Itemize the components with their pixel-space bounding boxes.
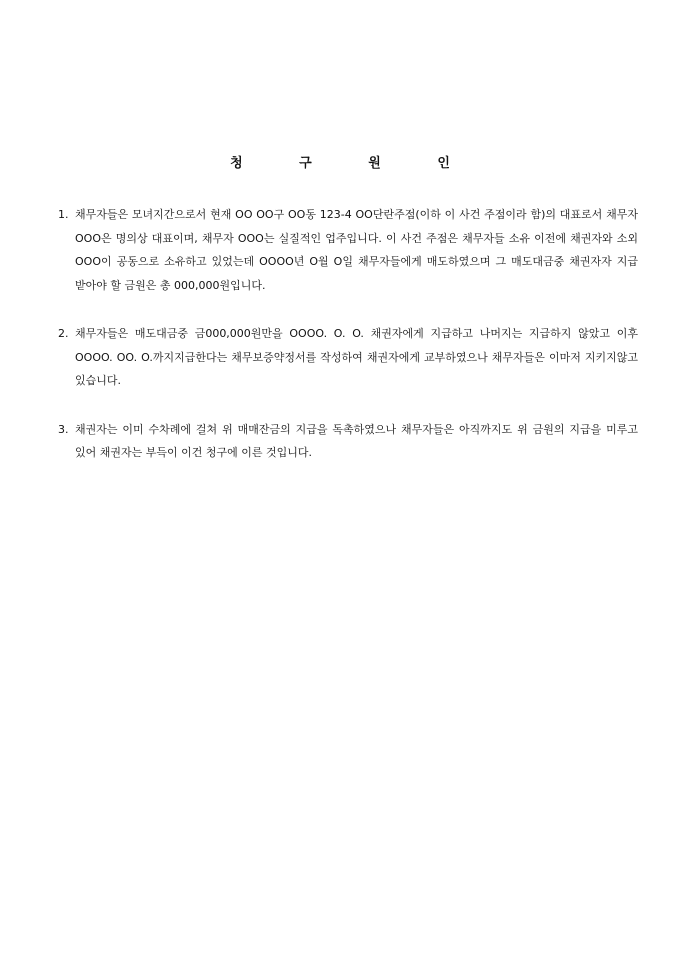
paragraph-number: 2. [58, 327, 69, 340]
document-title: 청 구 원 인 [230, 156, 476, 171]
paragraph-text: 채무자들은 매도대금중 금000,000원만을 OOOO. O. O. 채권자에게 지급하고 나머지는 지급하지 않았고 이후 OOOO. OO. O.까지지급한다는 채무보증약정서를 작성하여 채권자에게 교부하였으나 채무자들은 이마저 지키지않고 있습니다. [75, 327, 638, 387]
paragraph-1 [58, 203, 638, 297]
document-body [58, 203, 638, 490]
paragraph-number: 1. [58, 208, 69, 221]
paragraph-2 [58, 322, 638, 393]
paragraph-text: 채권자는 이미 수차례에 걸쳐 위 매매잔금의 지급을 독촉하였으나 채무자들은 아직까지도 위 금원의 지급을 미루고 있어 채권자는 부득이 이건 청구에 이른 것입니다. [75, 422, 638, 459]
paragraph-3 [58, 418, 638, 465]
paragraph-text: 채무자들은 모녀지간으로서 현재 OO OO구 OO동 123-4 OO단란주점(이하 이 사건 주점이라 함)의 대표로서 채무자 OOO은 명의상 대표이며, 채무자 OOO는 실질적인 업주입니다. 이 사건 주점은 채무자들 소유 이전에 채권자와 소외 OOO이 공동으로 소유하고 있었는데 OOOO년 O월 O일 채무자들에게 매도하였으며 그 매도대금중 채권자자 지급 받아야 할 금원은 총 000,000원입니다. [75, 208, 638, 292]
paragraph-number: 3. [58, 422, 69, 436]
